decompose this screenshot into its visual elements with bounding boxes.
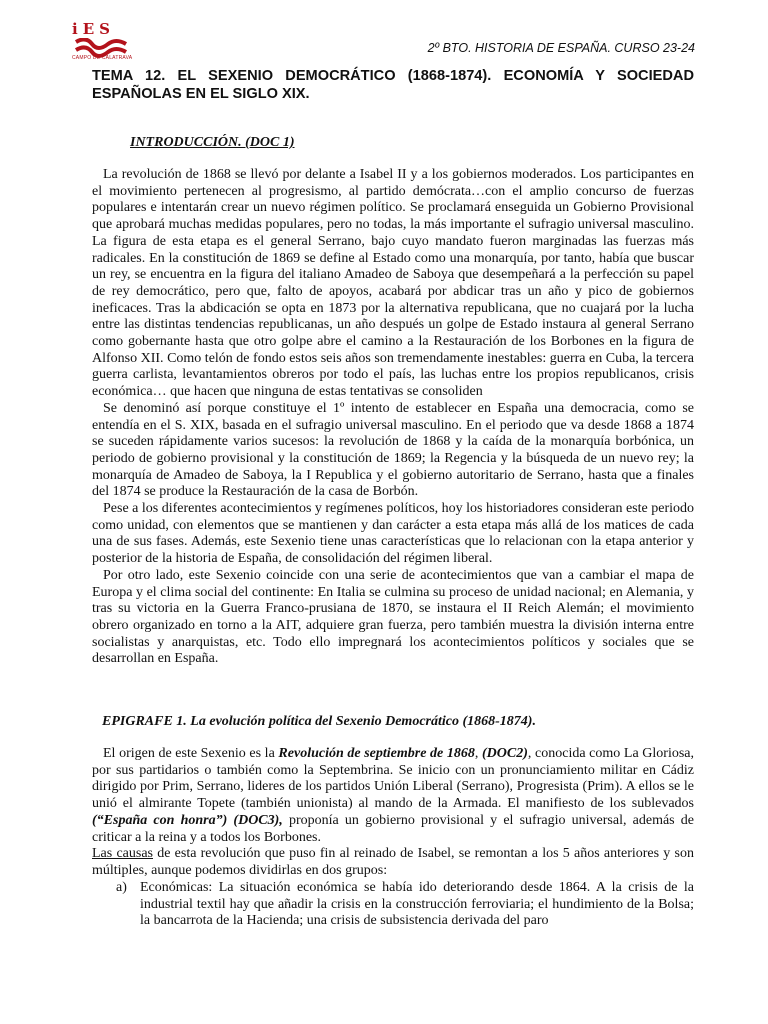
intro-paragraph-3: Pese a los diferentes acontecimientos y regímenes políticos, hoy los historiadores consideran este periodo como unidad, con elementos que se mantienen y dan carácter a esta etapa más allá de los matices de cada una de sus fases. Además, este Sexenio tiene unas características que lo relacionan con la etapa anterior y posterior de la historia de España, de consolidación del régimen liberal. (92, 501, 694, 567)
intro-paragraph-4: Por otro lado, este Sexenio coincide con una serie de acontecimientos que van a cambiar el mapa de Europa y el clima social del continente: En Italia se culmina su proceso de unidad nacional; en Alemania, y tras su victoria en la Guerra Franco-prusiana de 1870, se instaura el II Reich Alemán; el movimiento obrero organizado en torno a la AIT, adquiere gran fuerza, pero también muestra la división interna entre socialistas y anarquistas, etc. Todo ello impregnará los acontecimientos políticos y sociales que se desarrollan en España. (92, 567, 694, 667)
doc-reference: (DOC2) (482, 746, 528, 761)
epigrafe-section (92, 746, 694, 880)
text-run: , conocida como La Gloriosa, por sus partidarios o también como la Septembrina. Se inicio con un pronunciamiento militar en Cádiz dirigido por Prim, Serrano, lideres de los partidos Unión Liberal (Serrano), Progresista (Prim). A ellos se le unió el almirante Topete (también unionista) al mando de la Armada. El manifiesto de los sublevados (92, 746, 695, 812)
causes-label: Las causas (92, 846, 153, 862)
text-run: proponía un gobierno provisional y el sufragio universal, además de criticar a la reina y a todos los Borbones. (92, 812, 694, 845)
text-run: , (474, 746, 483, 761)
topic-title: TEMA 12. EL SEXENIO DEMOCRÁTICO (1868-1874). ECONOMÍA Y SOCIEDAD ESPAÑOLAS EN EL SIGLO XIX. (92, 68, 694, 102)
course-header: 2º BTO. HISTORIA DE ESPAÑA. CURSO 23-24 (427, 41, 695, 55)
intro-paragraph-2: Se denominó así porque constituye el 1º intento de establecer en España una democracia, como se entendía en el S. XIX, basada en el sufragio universal masculino. En el periodo que va desde 1868 a 1874 se suceden rápidamente varios sucesos: la revolución de 1868 y la caída de la monarquía borbónica, un periodo de gobierno provisional y la constitución de 1869; la Regencia y la búsqueda de un nuevo rey; la monarquía de Amadeo de Saboya, la I Republica y el gobierno autoritario de Serrano, hasta que a finales del 1874 se produce la Restauración de la casa de Borbón. (92, 400, 694, 500)
intro-heading: INTRODUCCIÓN. (DOC 1) (130, 135, 295, 150)
epigrafe-heading: EPIGRAFE 1. La evolución política del Sexenio Democrático (1868-1874). (102, 714, 536, 729)
intro-paragraph-1: La revolución de 1868 se llevó por delante a Isabel II y a los gobiernos moderados. Los participantes en el movimiento pertenecen al progresismo, al partido demócrata…con el amplio concurso de fuerzas populares e intentarán crear un nuevo régimen político. Se proclamará enseguida un Gobierno Provisional que aprobará muchas medidas populares, pero no todas, la más importante el sufragio universal masculino. La figura de esta etapa es el general Serrano, bajo cuyo mandato fueron marginadas las fuerzas más radicales. En la constitución de 1869 se define al Estado como una monarquía, por tanto, había que buscar un rey, se encuentra en la figura del italiano Amadeo de Saboya que desempeñará a la perfección su papel de rey democrático, pero que, falto de apoyos, acabará por abdicar tras un año y pico de gobiernos ineficaces. Tras la abdicación se opta en 1873 por la alternativa republicana, que no cuajará por la lucha entre las distintas tendencias republicanas, un año después un golpe de Estado instaura al general Serrano como gobernante hasta que otro golpe abre el camino a la Restauración de los Borbones en la figura de Alfonso XII. Como telón de fondo estos seis años son tremendamente inestables: guerra en Cuba, la tercera guerra carlista, levantamientos obreros por todo el país, las luchas entre los propios republicanos, crisis económica… que hacen que ninguna de estas tentativas se consoliden (92, 167, 694, 400)
manifesto-reference: (“España con honra”) (DOC3), (92, 812, 283, 828)
causes-list (118, 880, 694, 930)
emphasis-revolution: Revolución de septiembre de 1868 (278, 746, 475, 761)
text-run: El origen de este Sexenio es la (103, 746, 279, 761)
logo-subtitle: CAMPO DE CALATRAVA (72, 55, 133, 61)
intro-section (92, 167, 694, 668)
text-run: de esta revolución que puso fin al reinado de Isabel, se remontan a los 5 años anteriores y son múltiples, aunque podemos dividirlas en dos grupos: (92, 846, 694, 878)
logo-text: iES (72, 20, 115, 38)
epigrafe-paragraph-2 (92, 846, 694, 879)
list-item: Económicas: La situación económica se había ido deteriorando desde 1864. A la crisis de la industrial textil hay que añadir la crisis en la construcción ferroviaria; el hundimiento de la Bolsa; la bancarrota de la Hacienda; una crisis de subsistencia derivada del paro (140, 880, 694, 929)
school-logo (72, 22, 132, 60)
epigrafe-paragraph-1 (92, 746, 694, 846)
logo-swirl-icon (72, 38, 132, 68)
list-marker: a) (116, 880, 127, 895)
